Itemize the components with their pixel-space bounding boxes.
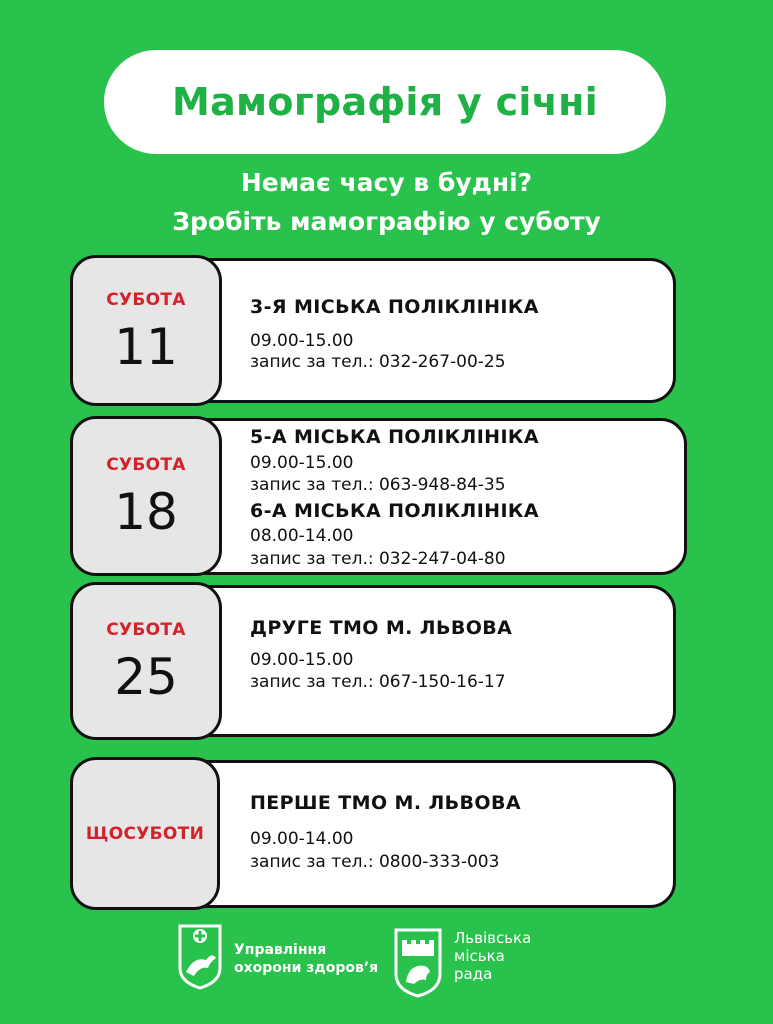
day-number: 18 (114, 483, 178, 541)
health-department-logo-icon (176, 922, 224, 990)
clinic-phone: запис за тел.: 063-948-84-35 (250, 475, 506, 495)
day-label: СУБОТА (106, 620, 186, 640)
day-number: 25 (114, 648, 178, 706)
clinic-hours: 09.00-15.00 (250, 331, 354, 351)
clinic-phone: запис за тел.: 032-267-00-25 (250, 352, 506, 372)
title-pill (104, 50, 666, 154)
clinic-name: ДРУГЕ ТМО М. ЛЬВОВА (250, 617, 513, 639)
day-label: ЩОСУБОТИ (85, 823, 205, 844)
health-dept-name-line2: охорони здоров’я (234, 960, 379, 976)
clinic-hours: 09.00-15.00 (250, 650, 354, 670)
clinic-phone: запис за тел.: 032-247-04-80 (250, 549, 506, 569)
date-box (70, 416, 222, 576)
day-label: СУБОТА (106, 289, 186, 310)
clinic-name: 6-А МІСЬКА ПОЛІКЛІНІКА (250, 500, 539, 522)
date-box (70, 255, 222, 406)
day-label: СУБОТА (106, 455, 186, 475)
clinic-phone: запис за тел.: 067-150-16-17 (250, 672, 506, 692)
subtitle-line-1: Немає часу в будні? (240, 168, 533, 197)
page-title: Мамографія у січні (172, 80, 598, 124)
date-box (70, 582, 222, 740)
clinic-hours: 09.00-14.00 (250, 829, 354, 849)
day-number: 11 (114, 317, 178, 376)
clinic-phone: запис за тел.: 0800-333-003 (250, 852, 500, 872)
council-name-line1: Львівська (454, 929, 532, 947)
lviv-city-council-coat-of-arms-icon (392, 926, 444, 998)
health-dept-name-line1: Управління (234, 942, 327, 958)
council-name-line2: міська (454, 947, 505, 965)
clinic-name: 3-Я МІСЬКА ПОЛІКЛІНІКА (250, 296, 539, 318)
council-name-line3: рада (454, 965, 493, 983)
clinic-hours: 09.00-15.00 (250, 453, 354, 473)
date-box (70, 757, 220, 910)
subtitle-line-2: Зробіть мамографію у суботу (172, 207, 601, 236)
clinic-hours: 08.00-14.00 (250, 526, 354, 546)
clinic-name: 5-А МІСЬКА ПОЛІКЛІНІКА (250, 426, 539, 448)
clinic-name: ПЕРШЕ ТМО М. ЛЬВОВА (250, 792, 521, 814)
